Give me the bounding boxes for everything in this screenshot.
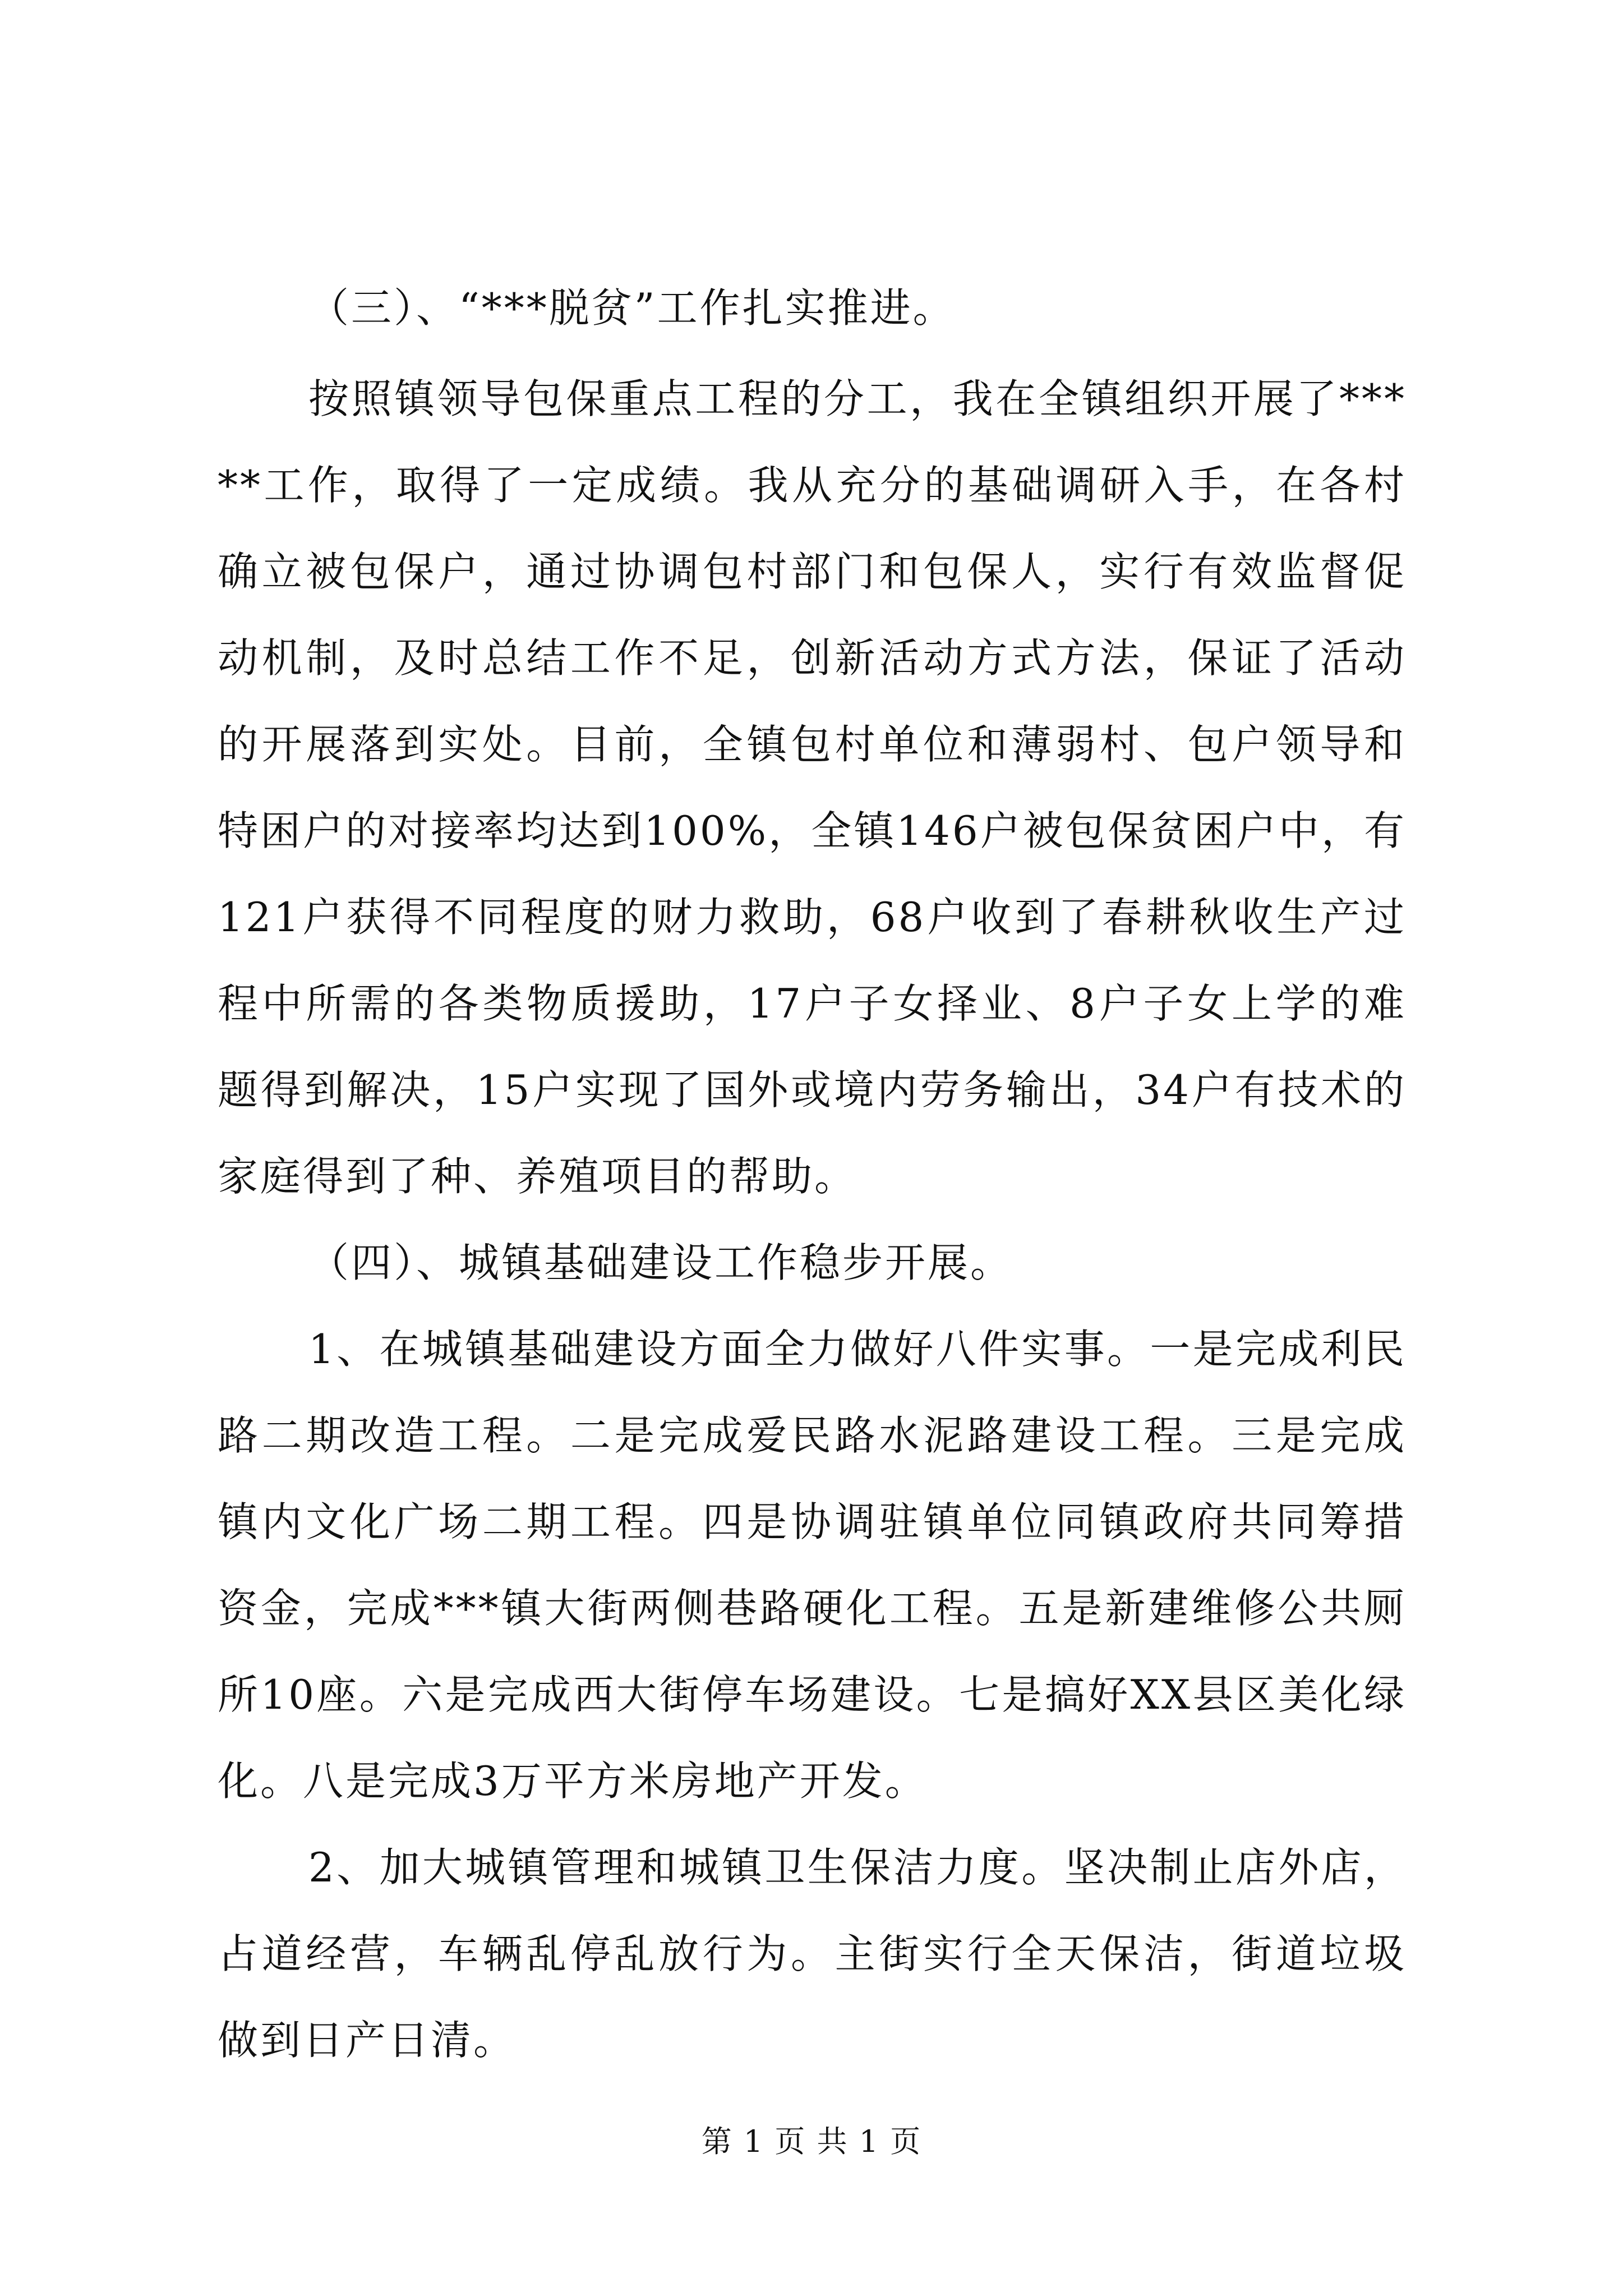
paragraph-infrastructure: 1、在城镇基础建设方面全力做好八件实事。一是完成利民路二期改造工程。二是完成爱民路水泥路建设工程。三是完成镇内文化广场二期工程。四是协调驻镇单位同镇政府共同筹措资金，完成***镇大街两侧巷路硬化工程。五是新建维修公共厕所10座。六是完成西大街停车场建设。七是搞好XX县区美化绿化。八是完成3万平方米房地产开发。 [218, 1326, 1407, 1805]
paragraph-town-management: 2、加大城镇管理和城镇卫生保洁力度。坚决制止店外店，占道经营，车辆乱停乱放行为。主街实行全天保洁，街道垃圾做到日产日清。 [218, 1844, 1407, 2064]
document-body [218, 265, 1407, 2083]
section-heading-3: （三）、“***脱贫”工作扎实推进。 [308, 284, 956, 332]
section-heading-4: （四）、城镇基础建设工作稳步开展。 [308, 1239, 1013, 1286]
page-footer: 第 1 页 共 1 页 [701, 2124, 922, 2159]
paragraph-poverty-work: 按照镇领导包保重点工程的分工，我在全镇组织开展了*****工作，取得了一定成绩。我从充分的基础调研入手，在各村确立被包保户，通过协调包村部门和包保人，实行有效监督促动机制，及时总结工作不足，创新活动方式方法，保证了活动的开展落到实处。目前，全镇包村单位和薄弱村、包户领导和特困户的对接率均达到100%，全镇146户被包保贫困户中，有121户获得不同程度的财力救助，68户收到了春耕秋收生产过程中所需的各类物质援助，17户子女择业、8户子女上学的难题得到解决，15户实现了国外或境内劳务输出，34户有技术的家庭得到了种、养殖项目的帮助。 [218, 375, 1407, 1200]
